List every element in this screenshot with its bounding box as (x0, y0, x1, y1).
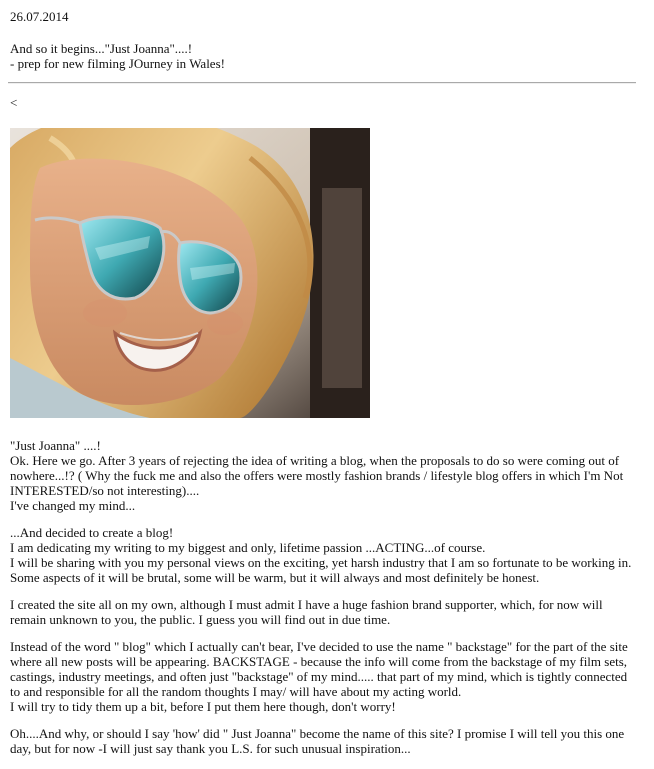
post-line: I've changed my mind... (10, 498, 136, 513)
post-line: Ok. Here we go. After 3 years of rejecting the idea of writing a blog, when the proposals to do so were coming out of nowhere...!? ( Why the fuck me and also the offers were mostly fashion brands / lifestyle blog offers in which I'm Not INTERESTED/so not interesting).... (10, 453, 624, 498)
intro-subtitle-line: - prep for new filming JOurney in Wales! (10, 56, 225, 71)
post-line: I will be sharing with you my personal views on the exciting, yet harsh industry that I am so fortunate to be working in. Some aspects of it will be brutal, some will be warm, but it will always and most definitely be honest. (10, 555, 632, 585)
post-intro (10, 41, 640, 71)
post-body (10, 438, 640, 756)
post-line: I am dedicating my writing to my biggest and only, lifetime passion ...ACTING...of course. (10, 540, 486, 555)
post-line: I will try to tidy them up a bit, before I put them here though, don't worry! (10, 699, 396, 714)
post-line: "Just Joanna" ....! (10, 438, 101, 453)
post-line: I created the site all on my own, although I must admit I have a huge fashion brand supporter, which, for now will remain unknown to you, the public. I guess you will find out in due time. (10, 597, 603, 627)
selfie-photo (10, 128, 370, 418)
divider (8, 82, 636, 84)
intro-title-line: And so it begins..."Just Joanna"....! (10, 41, 193, 56)
paragraph (10, 726, 640, 756)
paragraph (10, 438, 640, 513)
post-line: Oh....And why, or should I say 'how' did " Just Joanna" become the name of this site? I promise I will tell you this one day, but for now -I will just say thank you L.S. for such unusual inspiration... (10, 726, 625, 756)
paragraph (10, 597, 640, 627)
paragraph (10, 525, 640, 585)
post-date: 26.07.2014 (10, 9, 69, 24)
post-line: ...And decided to create a blog! (10, 525, 174, 540)
paragraph (10, 639, 640, 714)
back-link[interactable]: < (10, 95, 18, 110)
post-line: Instead of the word " blog" which I actually can't bear, I've decided to use the name " backstage" for the part of the site where all new posts will be appearing. BACKSTAGE - because the info will come from the backstage of my film sets, castings, industry meetings, and often just "backstage" of my mind..... that part of my mind, which is tightly connected to and responsible for all the random thoughts I may/ will have about my acting world. (10, 639, 628, 699)
blog-post (10, 9, 640, 768)
